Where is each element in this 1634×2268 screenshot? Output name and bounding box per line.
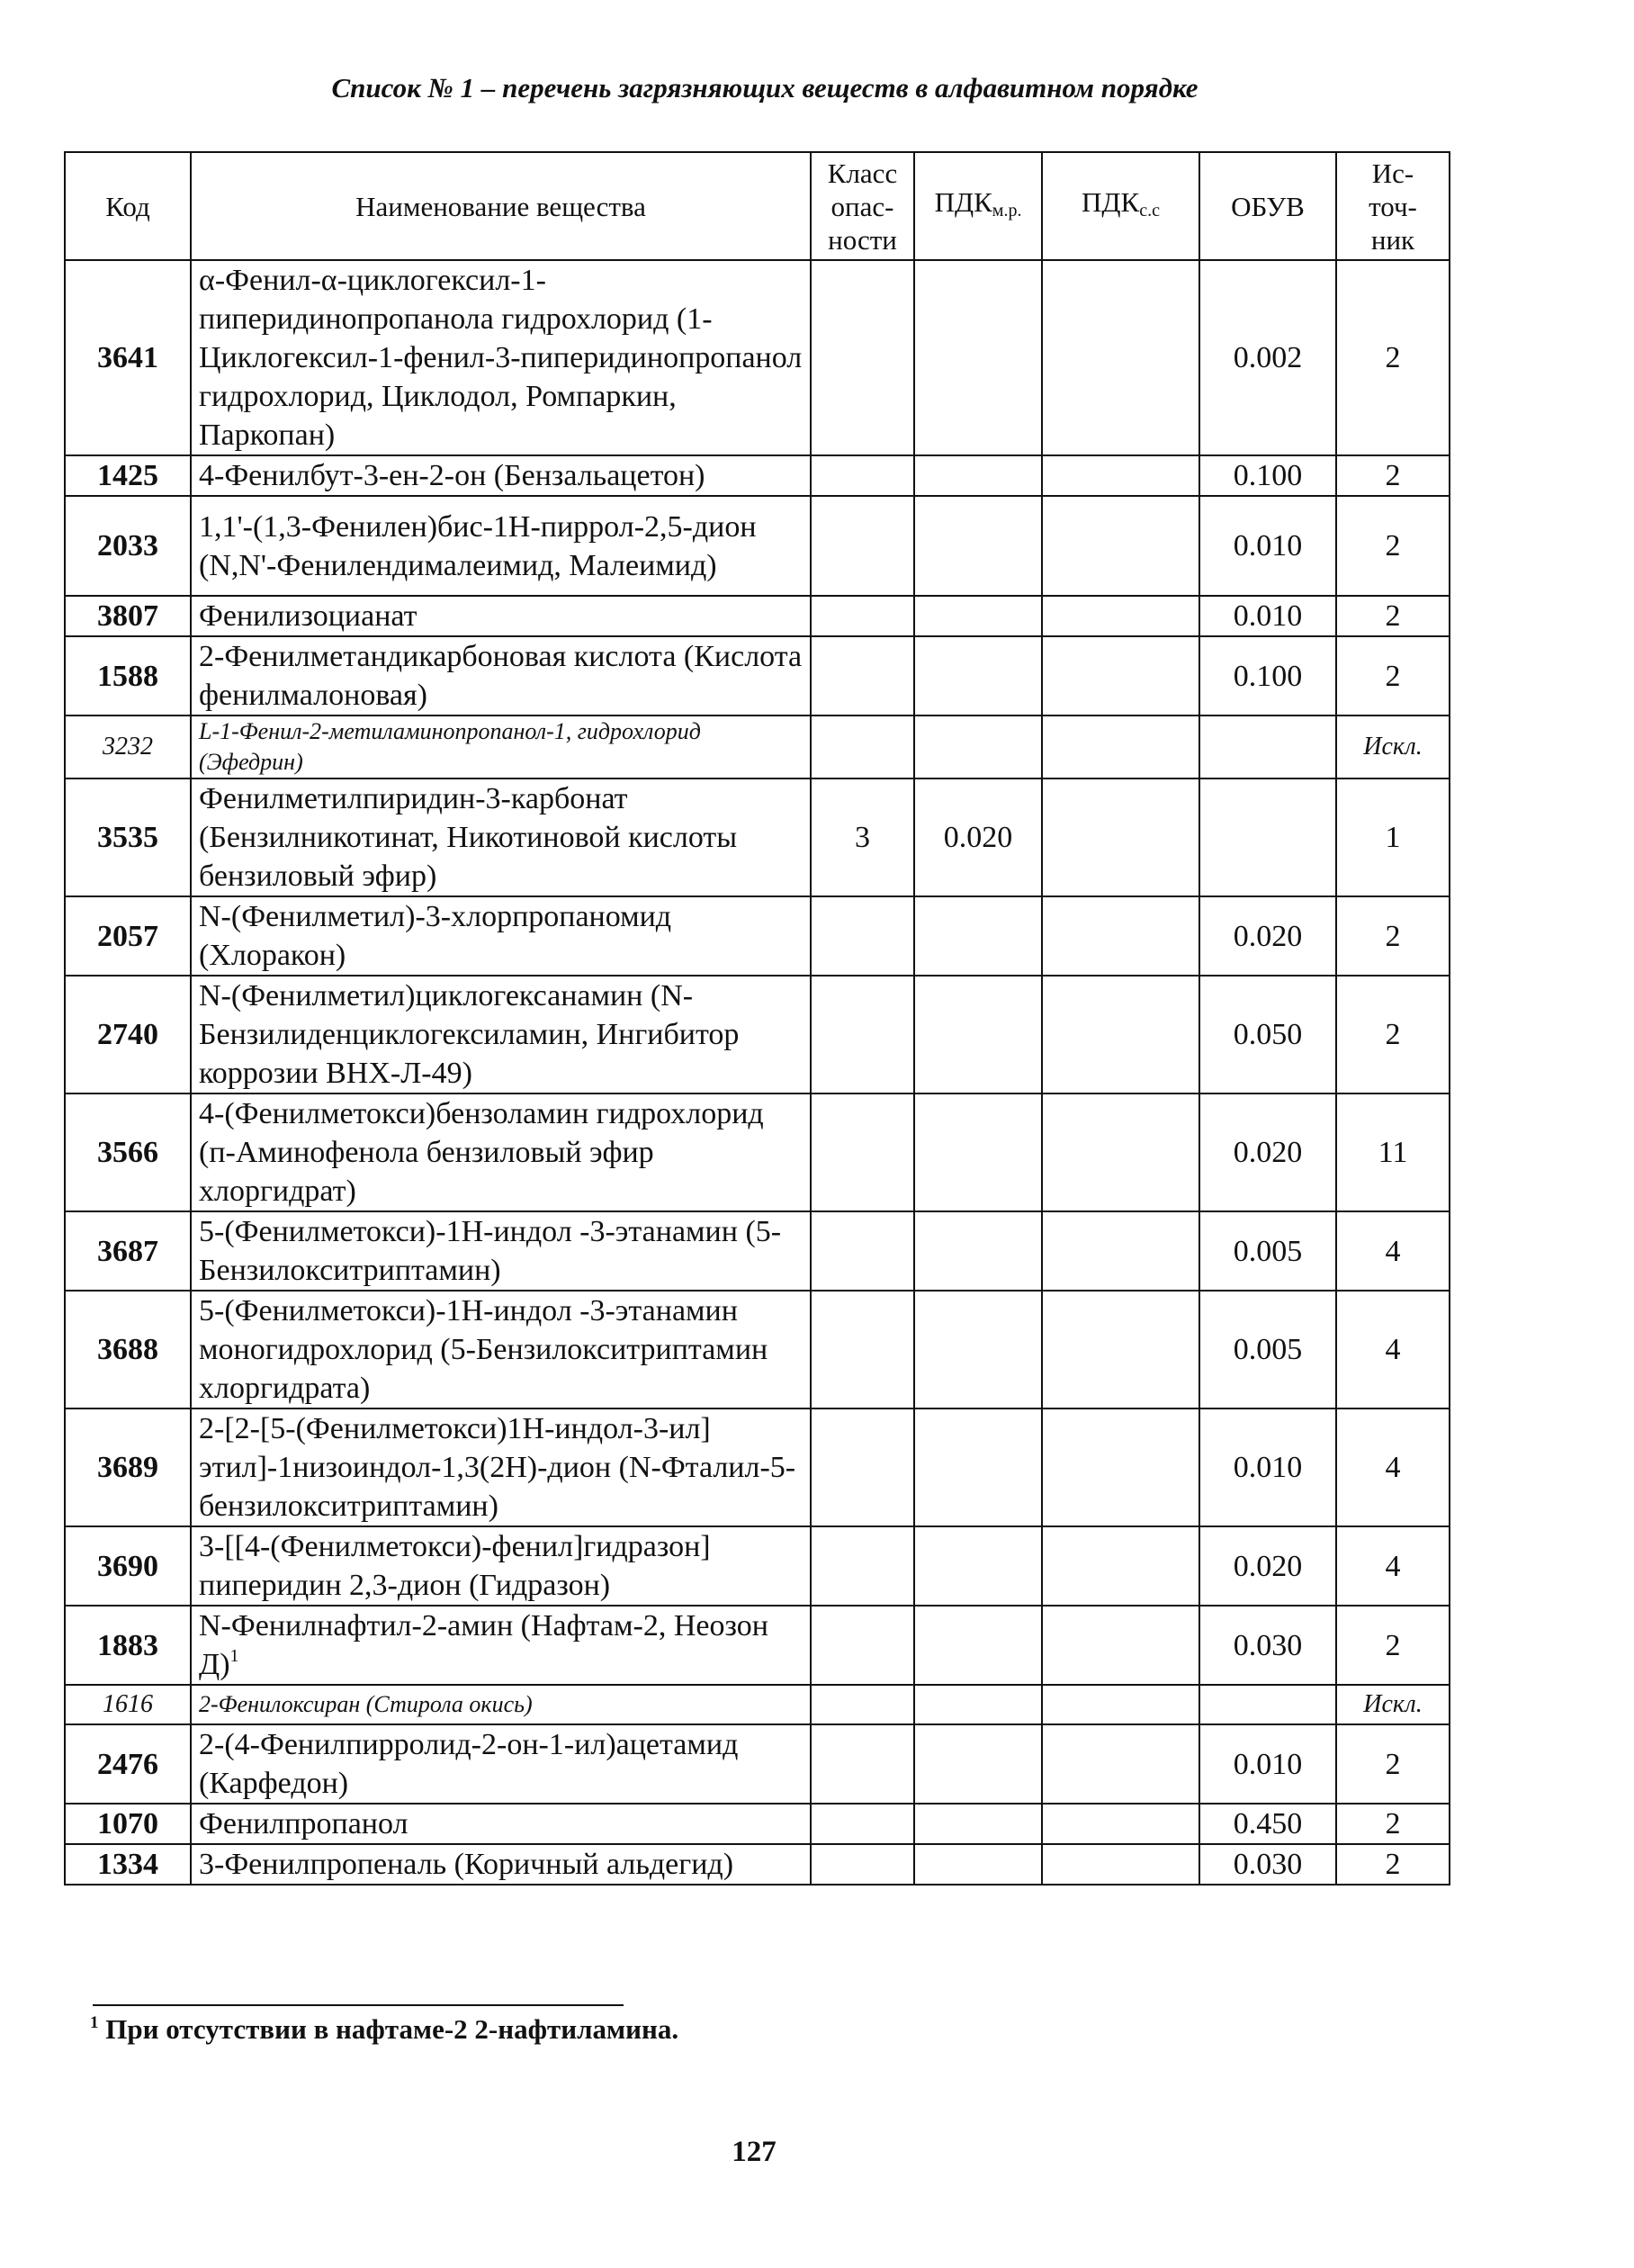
cell-substance-name: 2-Фенилоксиран (Стирола окись) [191, 1685, 811, 1724]
cell-code: 3689 [65, 1408, 191, 1526]
footnote-divider [93, 2004, 624, 2006]
cell-obuv: 0.100 [1199, 636, 1336, 716]
cell-hazard-class [811, 716, 914, 778]
cell-code: 2476 [65, 1724, 191, 1804]
cell-pdk-ss [1042, 455, 1199, 496]
table-row [65, 1408, 1450, 1526]
cell-code: 3566 [65, 1094, 191, 1211]
cell-pdk-mr [914, 1211, 1042, 1291]
cell-obuv: 0.010 [1199, 1724, 1336, 1804]
cell-substance-name: 4-(Фенилметокси)бензоламин гидрохлорид (п-Аминофенола бензиловый эфир хлоргидрат) [191, 1094, 811, 1211]
cell-hazard-class [811, 260, 914, 455]
header-pdk-mr-sub: м.р. [992, 200, 1022, 220]
cell-code: 1883 [65, 1606, 191, 1685]
table-row [65, 1606, 1450, 1685]
cell-pdk-mr [914, 1685, 1042, 1724]
table-row [65, 1094, 1450, 1211]
footnote-mark: 1 [90, 2013, 99, 2032]
cell-substance-name: L-1-Фенил-2-метиламинопропанол-1, гидрохлорид (Эфедрин) [191, 716, 811, 778]
cell-pdk-mr [914, 896, 1042, 976]
cell-substance-name: 2-Фенилметандикарбоновая кислота (Кислота фенилмалоновая) [191, 636, 811, 716]
cell-substance-name: 4-Фенилбут-3-ен-2-он (Бензальацетон) [191, 455, 811, 496]
header-hazard-class [811, 152, 914, 260]
cell-pdk-ss [1042, 496, 1199, 596]
cell-obuv: 0.002 [1199, 260, 1336, 455]
cell-obuv: 0.020 [1199, 1526, 1336, 1606]
table-row [65, 976, 1450, 1094]
cell-code: 2033 [65, 496, 191, 596]
cell-source: Искл. [1336, 1685, 1450, 1724]
header-source-line: ник [1370, 223, 1415, 256]
cell-pdk-ss [1042, 1804, 1199, 1844]
header-pdk-mr [914, 152, 1042, 260]
cell-code: 2740 [65, 976, 191, 1094]
cell-pdk-ss [1042, 1844, 1199, 1885]
cell-source: 4 [1336, 1526, 1450, 1606]
footnote-text: При отсутствии в нафтаме-2 2-нафтиламина. [105, 2013, 679, 2045]
header-source-line: точ- [1369, 190, 1417, 222]
cell-code: 2057 [65, 896, 191, 976]
cell-hazard-class [811, 1094, 914, 1211]
header-pdk-ss-base: ПДК [1082, 185, 1140, 218]
cell-code: 1334 [65, 1844, 191, 1885]
table-row [65, 496, 1450, 596]
cell-source: 4 [1336, 1291, 1450, 1408]
table-row [65, 716, 1450, 778]
cell-pdk-ss [1042, 1685, 1199, 1724]
cell-code: 1425 [65, 455, 191, 496]
cell-hazard-class [811, 1804, 914, 1844]
pollutants-table [64, 151, 1450, 1886]
header-hazard-line: Класс [827, 157, 898, 189]
cell-hazard-class [811, 976, 914, 1094]
cell-pdk-mr [914, 260, 1042, 455]
cell-substance-name: N-(Фенилметил)-3-хлорпропаномид (Хлоракон) [191, 896, 811, 976]
cell-obuv: 0.010 [1199, 596, 1336, 636]
cell-hazard-class [811, 455, 914, 496]
cell-pdk-ss [1042, 636, 1199, 716]
table-row [65, 1724, 1450, 1804]
cell-obuv: 0.450 [1199, 1804, 1336, 1844]
cell-pdk-ss [1042, 716, 1199, 778]
cell-substance-name: 1,1'-(1,3-Фенилен)бис-1Н-пиррол-2,5-дион (N,N'-Фенилендималеимид, Малеимид) [191, 496, 811, 596]
cell-pdk-mr [914, 1844, 1042, 1885]
table-row [65, 1685, 1450, 1724]
cell-code: 3807 [65, 596, 191, 636]
cell-substance-name: 3-[[4-(Фенилметокси)-фенил]гидразон] пиперидин 2,3-дион (Гидразон) [191, 1526, 811, 1606]
cell-source: 2 [1336, 1804, 1450, 1844]
cell-substance-name: Фенилметилпиридин-3-карбонат (Бензилникотинат, Никотиновой кислоты бензиловый эфир) [191, 778, 811, 896]
cell-obuv: 0.005 [1199, 1291, 1336, 1408]
cell-substance-name: 2-(4-Фенилпирролид-2-он-1-ил)ацетамид (Карфедон) [191, 1724, 811, 1804]
cell-pdk-ss [1042, 1724, 1199, 1804]
cell-source: 11 [1336, 1094, 1450, 1211]
cell-substance-name: α-Фенил-α-циклогексил-1-пиперидинопропанола гидрохлорид (1-Циклогексил-1-фенил-3-пиперидинопропанол гидрохлорид, Циклодол, Ромпаркин, Паркопан) [191, 260, 811, 455]
table-row [65, 1844, 1450, 1885]
cell-obuv: 0.010 [1199, 496, 1336, 596]
cell-substance-name: N-(Фенилметил)циклогексанамин (N-Бензилиденциклогексиламин, Ингибитор коррозии ВНХ-Л-49) [191, 976, 811, 1094]
cell-pdk-ss [1042, 1408, 1199, 1526]
table-header-row [65, 152, 1450, 260]
cell-pdk-ss [1042, 976, 1199, 1094]
cell-pdk-ss [1042, 260, 1199, 455]
cell-hazard-class [811, 1211, 914, 1291]
table-row [65, 778, 1450, 896]
cell-source: 2 [1336, 1844, 1450, 1885]
cell-pdk-mr [914, 716, 1042, 778]
cell-pdk-mr [914, 1094, 1042, 1211]
cell-substance-name: Фенилпропанол [191, 1804, 811, 1844]
cell-pdk-mr [914, 496, 1042, 596]
cell-obuv [1199, 716, 1336, 778]
cell-source: 2 [1336, 896, 1450, 976]
cell-code: 3688 [65, 1291, 191, 1408]
footnote [90, 2013, 678, 2046]
table-row [65, 455, 1450, 496]
cell-pdk-mr [914, 1408, 1042, 1526]
cell-pdk-ss [1042, 778, 1199, 896]
table-row [65, 596, 1450, 636]
cell-substance-name: 2-[2-[5-(Фенилметокси)1Н-индол-3-ил] этил]-1низоиндол-1,3(2Н)-дион (N-Фталил-5-бензилокситриптамин) [191, 1408, 811, 1526]
cell-pdk-mr [914, 455, 1042, 496]
footnote-reference: 1 [229, 1646, 239, 1666]
header-pdk-ss [1042, 152, 1199, 260]
cell-obuv: 0.100 [1199, 455, 1336, 496]
cell-code: 1070 [65, 1804, 191, 1844]
cell-hazard-class [811, 1408, 914, 1526]
cell-substance-name: 3-Фенилпропеналь (Коричный альдегид) [191, 1844, 811, 1885]
header-code: Код [65, 152, 191, 260]
cell-code: 3690 [65, 1526, 191, 1606]
cell-pdk-mr [914, 596, 1042, 636]
cell-code: 3641 [65, 260, 191, 455]
cell-code: 3687 [65, 1211, 191, 1291]
cell-hazard-class [811, 1685, 914, 1724]
cell-pdk-ss [1042, 596, 1199, 636]
cell-substance-name [191, 1606, 811, 1685]
cell-obuv: 0.020 [1199, 1094, 1336, 1211]
cell-pdk-ss [1042, 1606, 1199, 1685]
header-pdk-mr-base: ПДК [934, 185, 992, 218]
cell-source: 4 [1336, 1408, 1450, 1526]
cell-hazard-class [811, 1724, 914, 1804]
cell-source: 2 [1336, 455, 1450, 496]
cell-source: Искл. [1336, 716, 1450, 778]
cell-source: 2 [1336, 1606, 1450, 1685]
table-row [65, 260, 1450, 455]
table-row [65, 1804, 1450, 1844]
cell-pdk-mr [914, 636, 1042, 716]
cell-code: 3232 [65, 716, 191, 778]
cell-pdk-mr: 0.020 [914, 778, 1042, 896]
cell-hazard-class [811, 636, 914, 716]
cell-pdk-mr [914, 1606, 1042, 1685]
cell-substance-name: 5-(Фенилметокси)-1Н-индол -3-этанамин (5-Бензилокситриптамин) [191, 1211, 811, 1291]
cell-obuv: 0.050 [1199, 976, 1336, 1094]
table-row [65, 896, 1450, 976]
cell-pdk-mr [914, 1804, 1042, 1844]
cell-hazard-class [811, 1606, 914, 1685]
cell-pdk-mr [914, 1526, 1042, 1606]
cell-pdk-ss [1042, 1291, 1199, 1408]
substance-name-text: N-Фенилнафтил-2-амин (Нафтам-2, Неозон Д) [199, 1609, 768, 1681]
cell-pdk-ss [1042, 1211, 1199, 1291]
cell-obuv: 0.030 [1199, 1606, 1336, 1685]
header-hazard-line: ности [828, 223, 897, 256]
table-body [65, 260, 1450, 1885]
cell-hazard-class [811, 596, 914, 636]
cell-pdk-mr [914, 1724, 1042, 1804]
cell-obuv [1199, 778, 1336, 896]
cell-source: 2 [1336, 1724, 1450, 1804]
header-pdk-ss-sub: с.с [1139, 200, 1160, 220]
header-obuv: ОБУВ [1199, 152, 1336, 260]
cell-code: 3535 [65, 778, 191, 896]
table-row [65, 1211, 1450, 1291]
cell-code: 1616 [65, 1685, 191, 1724]
header-source-line: Ис- [1371, 157, 1414, 189]
table-row [65, 1526, 1450, 1606]
cell-source: 2 [1336, 596, 1450, 636]
header-source [1336, 152, 1450, 260]
cell-hazard-class [811, 1526, 914, 1606]
cell-source: 2 [1336, 976, 1450, 1094]
cell-hazard-class [811, 1844, 914, 1885]
cell-obuv: 0.020 [1199, 896, 1336, 976]
cell-source: 2 [1336, 260, 1450, 455]
table-row [65, 636, 1450, 716]
cell-pdk-ss [1042, 1526, 1199, 1606]
cell-source: 2 [1336, 496, 1450, 596]
cell-substance-name: 5-(Фенилметокси)-1Н-индол -3-этанамин моногидрохлорид (5-Бензилокситриптамин хлоргидрата) [191, 1291, 811, 1408]
cell-obuv: 0.005 [1199, 1211, 1336, 1291]
cell-obuv: 0.010 [1199, 1408, 1336, 1526]
cell-source: 4 [1336, 1211, 1450, 1291]
header-name: Наименование вещества [191, 152, 811, 260]
cell-pdk-mr [914, 976, 1042, 1094]
page-number: 127 [732, 2136, 777, 2168]
cell-source: 2 [1336, 636, 1450, 716]
cell-pdk-mr [914, 1291, 1042, 1408]
header-hazard-line: опас- [830, 190, 894, 222]
table-row [65, 1291, 1450, 1408]
cell-hazard-class [811, 496, 914, 596]
cell-hazard-class [811, 1291, 914, 1408]
cell-source: 1 [1336, 778, 1450, 896]
cell-obuv [1199, 1685, 1336, 1724]
cell-code: 1588 [65, 636, 191, 716]
cell-obuv: 0.030 [1199, 1844, 1336, 1885]
cell-pdk-ss [1042, 1094, 1199, 1211]
cell-hazard-class: 3 [811, 778, 914, 896]
cell-pdk-ss [1042, 896, 1199, 976]
cell-hazard-class [811, 896, 914, 976]
page-title: Список № 1 – перечень загрязняющих веществ в алфавитном порядке [331, 72, 1199, 104]
cell-substance-name: Фенилизоцианат [191, 596, 811, 636]
